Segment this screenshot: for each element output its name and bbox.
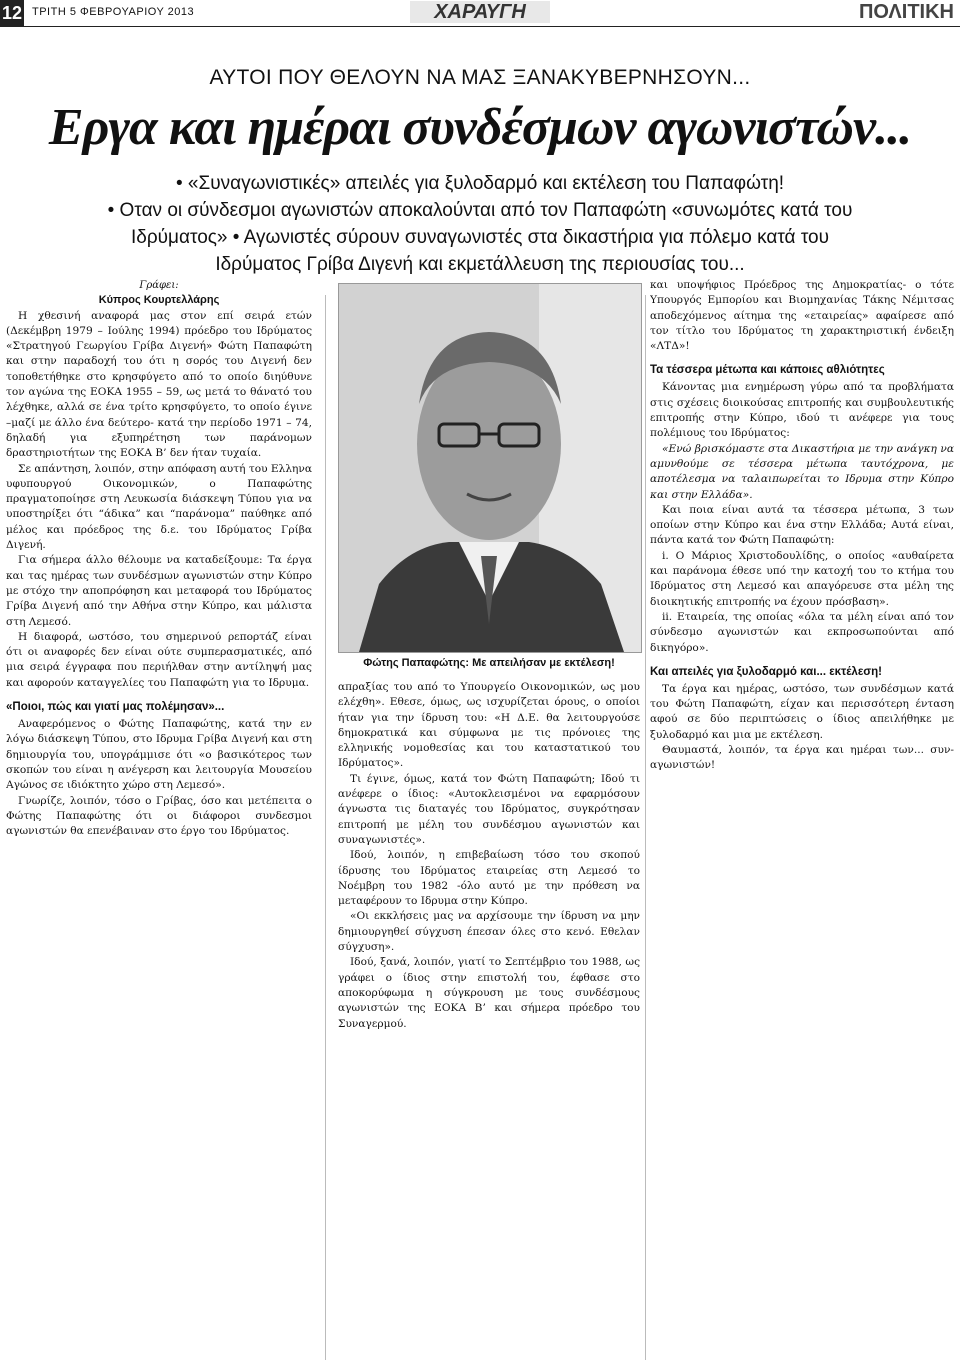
paragraph: Γνωρίζε, λοιπόν, τόσο ο Γρίβας, όσο και μετέπειτα ο Φώτης Παπαφώτης ότι οι διάφοροι συνδεσμοι αγωνιστών θα επενέβαιναν στο έργο του Ιδρύματος. <box>6 794 312 838</box>
subtitle-line: Ιδρύματος» • Αγωνιστές σύρουν συναγωνιστές στα δικαστήρια για πόλεμο κατά του <box>130 227 830 248</box>
paragraph: Η διαφορά, ωστόσο, του σημερινού ρεπορτάζ είναι ότι οι αναφορές δεν είναι ούτε συμπερασματικές, από μια σειρά έγγραφα που περιήλθαν στην αντίληψή μας και αφορούν καταγγελίες του Παπαφώτη για το Ιδρυμα. <box>6 630 312 689</box>
paragraph: ii. Εταιρεία, της οποίας «όλα τα μέλη είναι από τον σύνδεσμο αγωνιστών και εκπροσωπούνται από δικηγόρο». <box>650 610 954 654</box>
quote-paragraph: «Ενώ βρισκόμαστε στα Δικαστήρια με την ανάγκη να αμυνθούμε σε τέσσερα μέτωπα ταυτόχρονα, με αποτέλεσμα να ταλαιπωρείται το Ιδρυμα στην Κύπρο και στην Ελλάδα». <box>650 442 954 501</box>
page-header <box>0 0 960 27</box>
headline-subtitles <box>20 170 940 278</box>
paragraph: Και ποια είναι αυτά τα τέσσερα μέτωπα, 3 των οποίων στην Κύπρο και ένα στην Ελλάδα; Αυτά είναι, πάντα κατά τον Φώτη Παπαφώτη: <box>650 503 954 547</box>
paragraph: Ιδού, λοιπόν, η επιβεβαίωση τόσο του σκοπού ίδρυσης του Ιδρύματος εταιρείας στη Λεμεσό το Νοέμβρη του 1982 -όλο αυτό με την πρόθεση να μεταφέρουν το Ιδρυμα στην Κύπρο. <box>338 849 640 908</box>
paragraph: Τι έγινε, όμως, κατά τον Φώτη Παπαφώτη; Ιδού τι ανέφερε ο ίδιος: «Αυτοκλεισμένοι να εφαρμόσουν άγνωστα τις διαταγές του Ιδρύματος, συγκρότησαν επιτροπή με μέλη του συνδέσμου αγωνιστών και συναγωνιστές». <box>338 772 640 846</box>
column-divider <box>325 295 326 1360</box>
issue-date: ΤΡΙΤΗ 5 ΦΕΒΡΟΥΑΡΙΟΥ 2013 <box>32 6 195 18</box>
paragraph: Ιδού, ξανά, λοιπόν, γιατί το Σεπτέμβριο του 1988, ως γράφει ο ίδιος στην επιστολή του, έφθασε στο αποκορύφωμα η σύγκρουση με τους συνδέσμους αγωνιστών της ΕΟΚΑ Β’ και σήμερα πρόεδρο του Συναγερμού. <box>338 956 640 1030</box>
paragraph: απραξίας του από το Υπουργείο Οικονομικών, ως μου ελέχθη». Εθεσε, όμως, ως ισχυρίζεται όρους, ο οποίοι ήταν για την ίδρυση του: «Η Δ.Ε. θα λειτουργούσε δημοκρατικά και σύμφωνα με τις πρόνοιες της ελληνικής νομοθεσίας και του καταστατικού του Ιδρύματος». <box>338 681 640 770</box>
article-column-3 <box>650 278 954 1363</box>
section-name: ΠΟΛΙΤΙΚΗ <box>858 1 954 23</box>
byline-label: Γράφει: <box>139 280 179 291</box>
page-number: 12 <box>0 0 24 26</box>
subtitle-line: • Οταν οι σύνδεσμοι αγωνιστών αποκαλούνται από τον Παπαφώτη «συνωμότες κατά του <box>107 200 853 221</box>
paragraph: Κάνοντας μια ενημέρωση γύρω από τα προβλήματα στις σχέσεις διοικούσας επιτροπής και συμβουλευτικής επιτροπής στην Κύπρο, ιδού τι ανέφερε για τους πολέμιους του Ιδρύματος: <box>650 381 954 440</box>
article-column-2 <box>338 680 640 1363</box>
newspaper-logo: ΧΑΡΑΥΓΗ <box>410 1 550 23</box>
photo-caption: Φώτης Παπαφώτης: Με απειλήσαν με εκτέλεση! <box>363 657 615 669</box>
column-divider <box>645 295 646 1360</box>
subtitle-line: Ιδρύματος Γρίβα Διγενή και εκμετάλλευση της περιουσίας του... <box>215 254 745 275</box>
article-column-1 <box>6 278 312 1363</box>
subheading: Τα τέσσερα μέτωπα και κάποιες αθλιότητες <box>650 364 885 377</box>
paragraph: «Οι εκκλήσεις μας να αρχίσουμε την ίδρυση να μην δημιουργηθεί σύγχυση έπεσαν όλες στο κενό. Εθελαν σύγχυση». <box>338 910 640 954</box>
paragraph: Για σήμερα άλλο θέλουμε να καταδείξουμε: Τα έργα και τας ημέρας των συνδέσμων αγωνιστών στην Κύπρο με στόχο την αποπρόφηση και μεταφορά του Ιδρύματος Γρίβα Διγενή από την Αθήνα στην Κύπρο, και μάλιστα στη Λεμεσό. <box>6 554 312 628</box>
paragraph: Η χθεσινή αναφορά μας στον επί σειρά ετών (Δεκέμβρη 1979 – Ιούλης 1994) πρόεδρο του Ιδρύματος «Στρατηγού Γεωργίου Γρίβα Διγενή» Φώτη Παπαφώτη και στην παραδοχή του ότι η σορός του Διγενή δεν τοποθετήθηκε στο κρησφύγετο από το οποίο διηύθυνε τον αγώνα της ΕΟΚΑ 1955 – 59, ως μετά το θάνατό του λέχθηκε, αλλά σε ένα τρίτο κρησφύγετο, το οποίο έγινε –μαζί με άλλο ένα δεύτερο- κατά την περίοδο 1971 – 74, δηλαδή για εξυπηρέτηση των παράνομων δραστηριοτήτων της ΕΟΚΑ Β’ δεν ήταν τυχαία. <box>6 309 312 460</box>
headline-title: Εργα και ημέραι συνδέσμων αγωνιστών... <box>48 99 912 156</box>
subtitle-line: • «Συναγωνιστικές» απειλές για ξυλοδαρμό και εκτέλεση του Παπαφώτη! <box>175 173 785 194</box>
paragraph: Τα έργα και ημέρας, ωστόσο, των συνδέσμων κατά του Φώτη Παπαφώτη, είχαν και περισσότερη ένταση αφού σε δύο περιπτώσεις ο ίδιος απειλήθηκε με ξυλοδαρμό και μια με εκτέλεση. <box>650 682 954 741</box>
paragraph: και υποψήφιος Πρόεδρος της Δημοκρατίας- ο τότε Υπουργός Εμπορίου και Βιομηχανίας Τάκης Νέμιτσας αποδεχόμενος αίτημα της «εταιρείας» αφαίρεσε από τον τίτλο του Ιδρύματος τη χαρακτηριστική ένδειξη «ΛΤΔ»! <box>650 279 954 353</box>
headline-kicker: ΑΥΤΟΙ ΠΟΥ ΘΕΛΟΥΝ ΝΑ ΜΑΣ ΞΑΝΑΚΥΒΕΡΝΗΣΟΥΝ... <box>209 66 751 89</box>
portrait-illustration <box>339 284 641 652</box>
paragraph: Θαυμαστά, λοιπόν, τα έργα και ημέραι των... συν-αγωνιστών! <box>650 744 954 772</box>
subheading: «Ποιοι, πώς και γιατί μας πολέμησαν»... <box>6 701 225 714</box>
paragraph: i. Ο Μάριος Χριστοδουλίδης, ο οποίος «αυθαίρετα και παράνομα έθεσε υπό την κατοχή του το κτήμα του Ιδρύματος στη Λεμεσό και απαγόρευσε στα μέλη της διοικητικής επιτροπής να έχουν πρόσβαση». <box>650 549 954 608</box>
portrait-photo <box>338 283 642 653</box>
paragraph: Αναφερόμενος ο Φώτης Παπαφώτης, κατά την εν λόγω διάσκεψη Τύπου, στο Ιδρυμα Γρίβα Διγενή και στη δημιουργία του, υπογράμμισε ότι «ο βασικότερος των σκοπών του είναι η ανέγερση και λειτουργία Μουσείου Αγώνος σε ιδιόκτητο χώρο στη Λεμεσό». <box>6 718 312 792</box>
byline-author: Κύπρος Κουρτελλάρης <box>98 294 220 307</box>
paragraph: Σε απάντηση, λοιπόν, στην απόφαση αυτή του Ελληνα υφυπουργού Οικονομικών, ο Παπαφώτης πραγματοποίησε στη Λευκωσία διάσκεψη Τύπου για να υποστηρίξει ότι “άδικα” και “παράνομα” παύθηκε από μέλος και πρόεδρος της δ.ε. του Ιδρύματος Γρίβα Διγενή. <box>6 462 312 552</box>
subheading: Και απειλές για ξυλοδαρμό και... εκτέλεση! <box>650 665 882 678</box>
